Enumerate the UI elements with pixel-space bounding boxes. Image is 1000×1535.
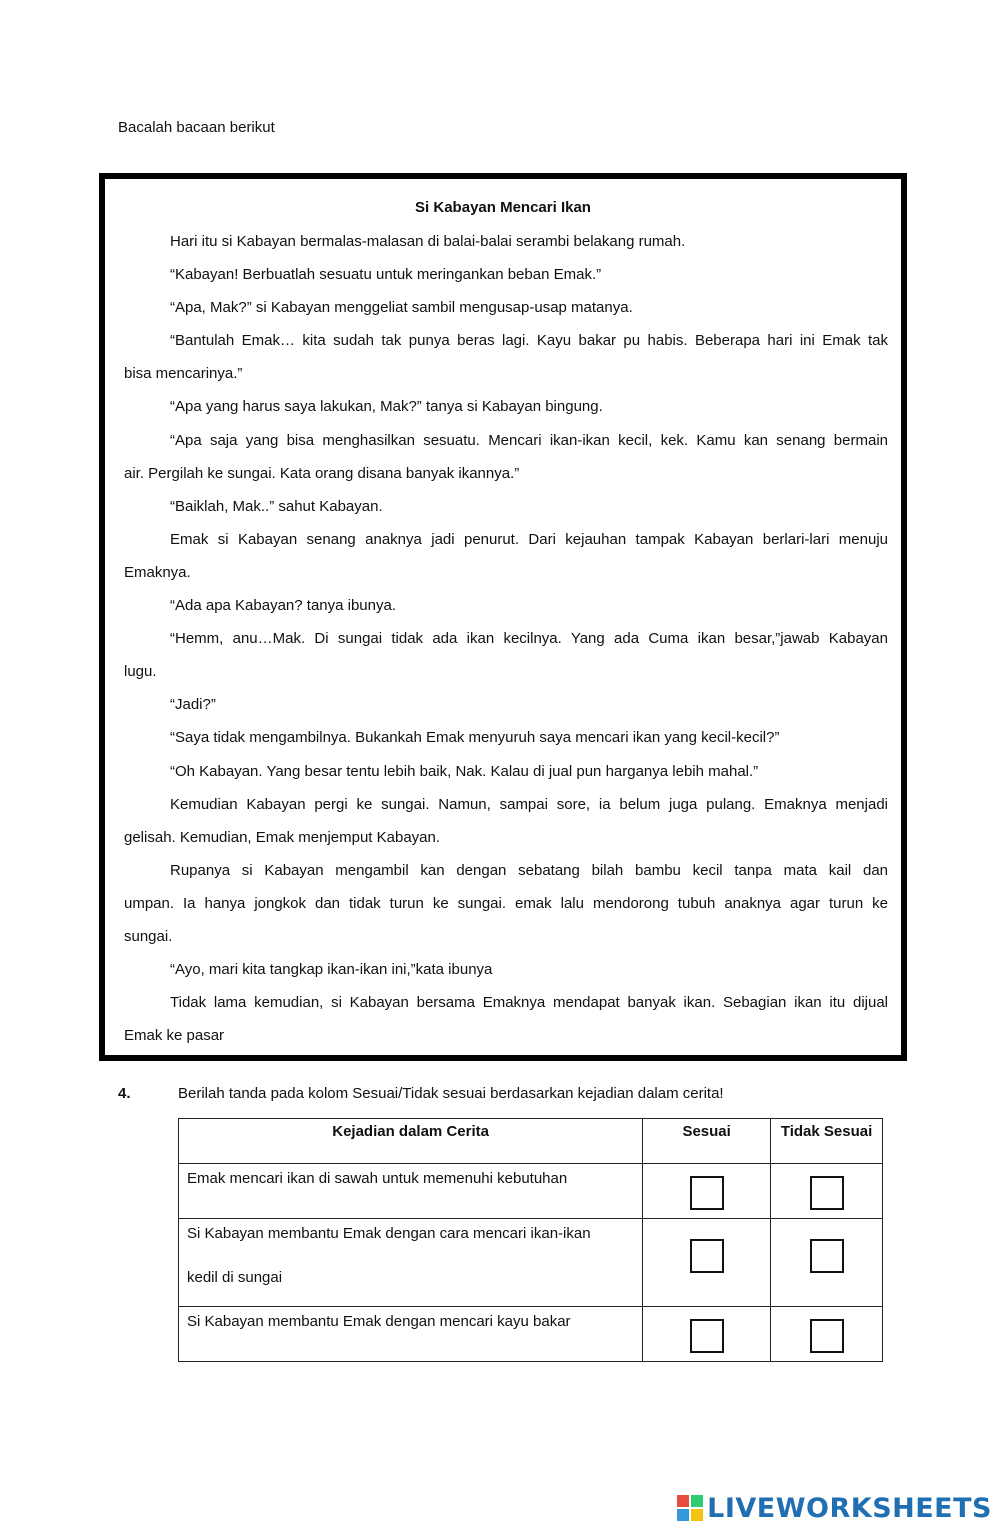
story-line: “Oh Kabayan. Yang besar tentu lebih baik, Nak. Kalau di jual pun harganya lebih mahal.” <box>170 762 759 780</box>
story-line: “Bantulah Emak… kita sudah tak punya beras lagi. Kayu bakar pu habis. Beberapa hari ini Emak tak <box>170 332 888 350</box>
intro-text: Bacalah bacaan berikut <box>118 119 275 136</box>
story-line: air. Pergilah ke sungai. Kata orang disana banyak ikannya.” <box>124 464 520 482</box>
story-line: “Jadi?” <box>170 696 216 714</box>
story-line: “Apa, Mak?” si Kabayan menggeliat sambil mengusap-usap matanya. <box>170 299 633 317</box>
story-line: “Apa saja yang bisa menghasilkan sesuatu. Mencari ikan-ikan kecil, kek. Kamu kan senang bermain <box>170 431 888 449</box>
tidak-sesuai-checkbox[interactable] <box>810 1239 844 1273</box>
event-text: Si Kabayan membantu Emak dengan cara mencari ikan-ikan <box>187 1225 591 1242</box>
brand-logo <box>677 1491 992 1525</box>
header-sesuai: Sesuai <box>643 1119 771 1164</box>
question-number: 4. <box>118 1085 131 1102</box>
tidak-sesuai-checkbox[interactable] <box>810 1176 844 1210</box>
story-title: Si Kabayan Mencari Ikan <box>415 199 591 216</box>
story-line: “Baiklah, Mak..” sahut Kabayan. <box>170 497 383 515</box>
event-cell <box>179 1307 643 1362</box>
story-line: “Kabayan! Berbuatlah sesuatu untuk meringankan beban Emak.” <box>170 266 602 284</box>
event-text: Si Kabayan membantu Emak dengan mencari kayu bakar <box>187 1313 571 1330</box>
logo-square <box>691 1509 703 1521</box>
answer-table <box>178 1118 883 1362</box>
event-text: Emak mencari ikan di sawah untuk memenuhi kebutuhan <box>187 1170 568 1187</box>
story-line: gelisah. Kemudian, Emak menjemput Kabayan. <box>124 828 441 846</box>
story-line: “Apa yang harus saya lakukan, Mak?” tanya si Kabayan bingung. <box>170 398 603 416</box>
story-line: Rupanya si Kabayan mengambil kan dengan sebatang bilah bambu kecil tanpa mata kail dan <box>170 861 888 879</box>
story-line: Emaknya. <box>124 563 191 581</box>
sesuai-checkbox[interactable] <box>690 1319 724 1353</box>
brand-text: LIVEWORKSHEETS <box>707 1492 992 1524</box>
header-event: Kejadian dalam Cerita <box>179 1119 643 1164</box>
story-line: “Ada apa Kabayan? tanya ibunya. <box>170 597 397 615</box>
story-line: Emak si Kabayan senang anaknya jadi penurut. Dari kejauhan tampak Kabayan berlari-lari menuju <box>170 530 888 548</box>
logo-square <box>677 1495 689 1507</box>
story-line: “Hemm, anu…Mak. Di sungai tidak ada ikan kecilnya. Yang ada Cuma ikan besar,”jawab Kabayan <box>170 630 888 648</box>
table-row <box>179 1164 883 1219</box>
story-box <box>99 173 907 1061</box>
story-line: Kemudian Kabayan pergi ke sungai. Namun, sampai sore, ia belum juga pulang. Emaknya menjadi <box>170 795 888 813</box>
table-row <box>179 1219 883 1307</box>
story-line: Hari itu si Kabayan bermalas-malasan di balai-balai serambi belakang rumah. <box>170 233 686 250</box>
story-line: Emak ke pasar <box>124 1027 225 1045</box>
logo-square <box>677 1509 689 1521</box>
story-body <box>124 231 888 1058</box>
tidak-sesuai-checkbox[interactable] <box>810 1319 844 1353</box>
liveworksheets-logo-icon <box>677 1495 703 1521</box>
event-text: kedil di sungai <box>187 1269 283 1286</box>
story-line: “Saya tidak mengambilnya. Bukankah Emak menyuruh saya mencari ikan yang kecil-kecil?” <box>170 729 780 747</box>
logo-square <box>691 1495 703 1507</box>
story-line: Tidak lama kemudian, si Kabayan bersama Emaknya mendapat banyak ikan. Sebagian ikan itu dijual <box>170 994 888 1012</box>
story-line: bisa mencarinya.” <box>124 365 243 383</box>
header-tidak-sesuai: Tidak Sesuai <box>771 1119 883 1164</box>
story-line: umpan. Ia hanya jongkok dan tidak turun ke sungai. emak lalu mendorong tubuh anaknya agar turun ke <box>124 894 888 912</box>
sesuai-checkbox[interactable] <box>690 1239 724 1273</box>
question-text: Berilah tanda pada kolom Sesuai/Tidak sesuai berdasarkan kejadian dalam cerita! <box>178 1085 724 1102</box>
event-cell <box>179 1219 643 1307</box>
story-line: lugu. <box>124 663 157 681</box>
story-line: “Ayo, mari kita tangkap ikan-ikan ini,”kata ibunya <box>170 961 493 979</box>
table-row <box>179 1307 883 1362</box>
sesuai-checkbox[interactable] <box>690 1176 724 1210</box>
story-line: sungai. <box>124 927 173 945</box>
event-cell <box>179 1164 643 1219</box>
